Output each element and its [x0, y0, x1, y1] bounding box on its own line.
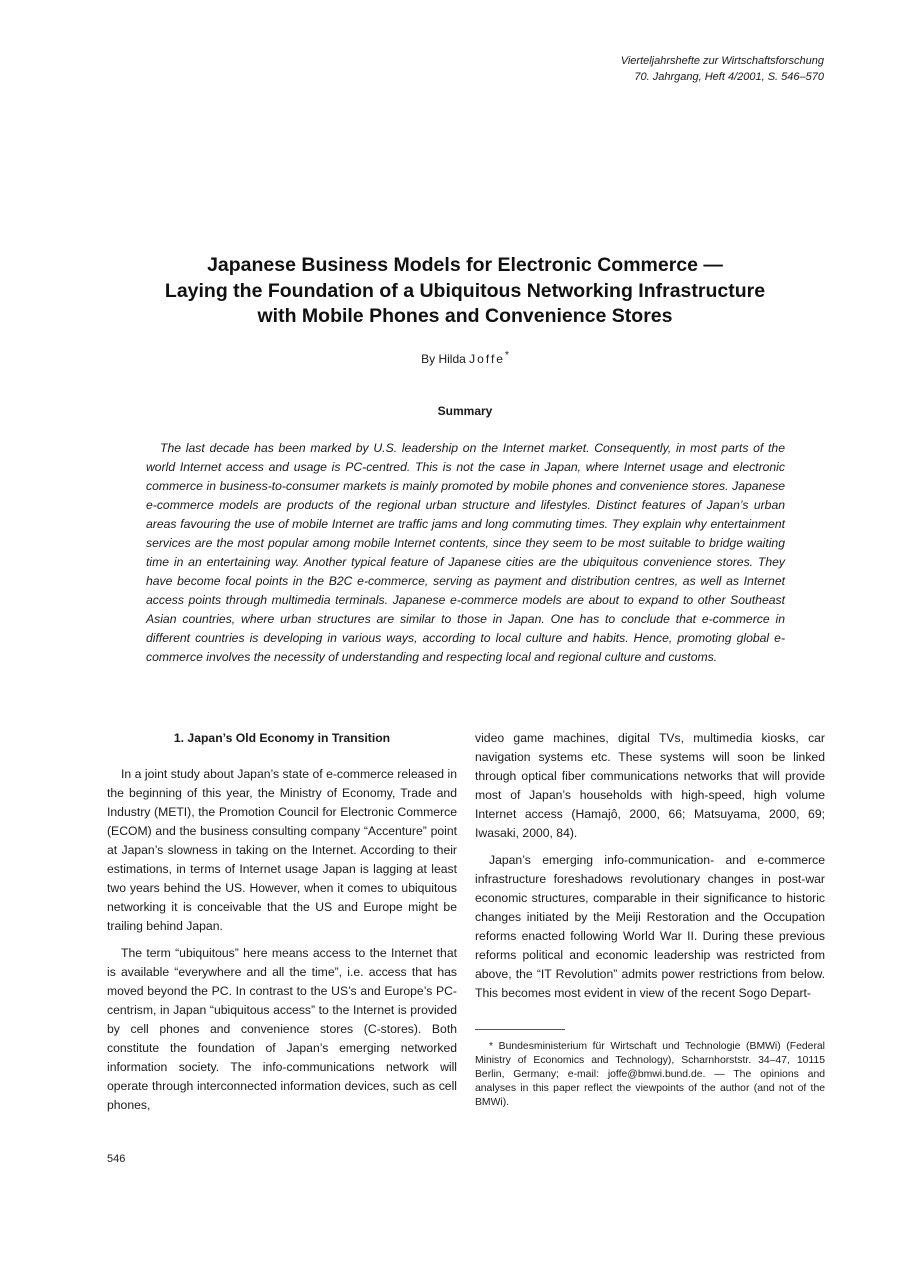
body-paragraph: The term “ubiquitous” here means access to the Internet that is available “everywhere and all the time”, i.e. access that has moved beyond the PC. In contrast to the US’s and Europe’s PC-centrism, in Japan “ubiquitous access” to the Internet is provided by cell phones and convenience stores (C-stores). Both constitute the foundation of Japan’s emerging networked information society. The info-communications network will operate through interconnected information devices, such as cell phones, [107, 946, 457, 1112]
author-footnote-mark: * [504, 350, 509, 361]
author-line [100, 350, 830, 366]
title-line-2: Laying the Foundation of a Ubiquitous Networking Infrastructure [164, 279, 766, 302]
body-paragraph: In a joint study about Japan’s state of e-commerce released in the beginning of this year, the Ministry of Economy, Trade and Industry (METI), the Promotion Council for Electronic Commerce (ECOM) and the business consulting company “Accenture” point at Japan’s slowness in taking on the Internet. According to their estimations, in terms of Internet usage Japan is lagging at least two years behind the US. However, when it comes to ubiquitous networking it is conceivable that the US and Europe might be trailing behind Japan. [107, 767, 457, 933]
journal-header [621, 53, 824, 85]
section-heading: 1. Japan’s Old Economy in Transition [173, 731, 391, 745]
article-title [100, 253, 830, 330]
body-paragraph: Japan’s emerging info-communication- and e-commerce infrastructure foreshadows revolutionary changes in post-war economic structures, comparable in their significance to historic changes initiated by the Meiji Restoration and the Occupation reforms enacted following World War II. During these previous reforms political and economic leadership was restricted from above, the “IT Revolution” admits power restrictions from below. This becomes most evident in view of the recent Sogo Depart- [475, 853, 825, 1000]
summary-text: The last decade has been marked by U.S. leadership on the Internet market. Consequently, in most parts of the world Internet access and usage is PC-centred. This is not the case in Japan, where Internet usage and electronic commerce in business-to-consumer markets is mainly promoted by mobile phones and convenience stores. Japanese e-commerce models are products of the regional urban structure and lifestyles. Distinct features of Japan’s urban areas favouring the use of mobile Internet are traffic jams and long commuting times. They explain why entertainment services are the most popular among mobile Internet contents, since they seem to be most suitable to bridge waiting time in an entertaining way. Another typical feature of Japanese cities are the ubiquitous convenience stores. They have become focal points in the B2C e-commerce, serving as payment and distribution centres, as well as Internet access points through multimedia terminals. Japanese e-commerce models are about to expand to other Southeast Asian countries, where urban structures are similar to those in Japan. One has to conclude that e-commerce in different countries is developing in various ways, according to local culture and habits. Hence, promoting global e-commerce involves the necessity of understanding and respecting local and regional culture and customs. [146, 441, 785, 664]
journal-name: Vierteljahrshefte zur Wirtschaftsforschung [620, 55, 824, 67]
author-name: Joffe [469, 352, 505, 366]
body-paragraph: video game machines, digital TVs, multimedia kiosks, car navigation systems etc. These systems will soon be linked through optical fiber communications networks that will provide most of Japan’s households with high-speed, high volume Internet access (Hamajô, 2000, 66; Matsuyama, 2000, 69; Iwasaki, 2000, 84). [475, 731, 825, 840]
page-number: 546 [107, 1153, 126, 1165]
journal-issue: 70. Jahrgang, Heft 4/2001, S. 546–570 [634, 71, 824, 83]
summary-heading: Summary [437, 404, 493, 418]
title-line-1: Japanese Business Models for Electronic Commerce — [207, 254, 723, 276]
title-line-3: with Mobile Phones and Convenience Stores [257, 305, 673, 327]
footnote: * Bundesministerium für Wirtschaft und Technologie (BMWi) (Federal Ministry of Economics and Technology), Scharnhorststr. 34–47, 10115 Berlin, Germany; e-mail: joffe@bmwi.bund.de. — The opinions and analyses in this paper reflect the viewpoints of the author (and not of the BMWi). [475, 1041, 825, 1108]
left-column [107, 729, 457, 1123]
author-prefix: By Hilda [421, 352, 466, 366]
footnote-rule [475, 1029, 565, 1030]
right-column [475, 729, 825, 1118]
